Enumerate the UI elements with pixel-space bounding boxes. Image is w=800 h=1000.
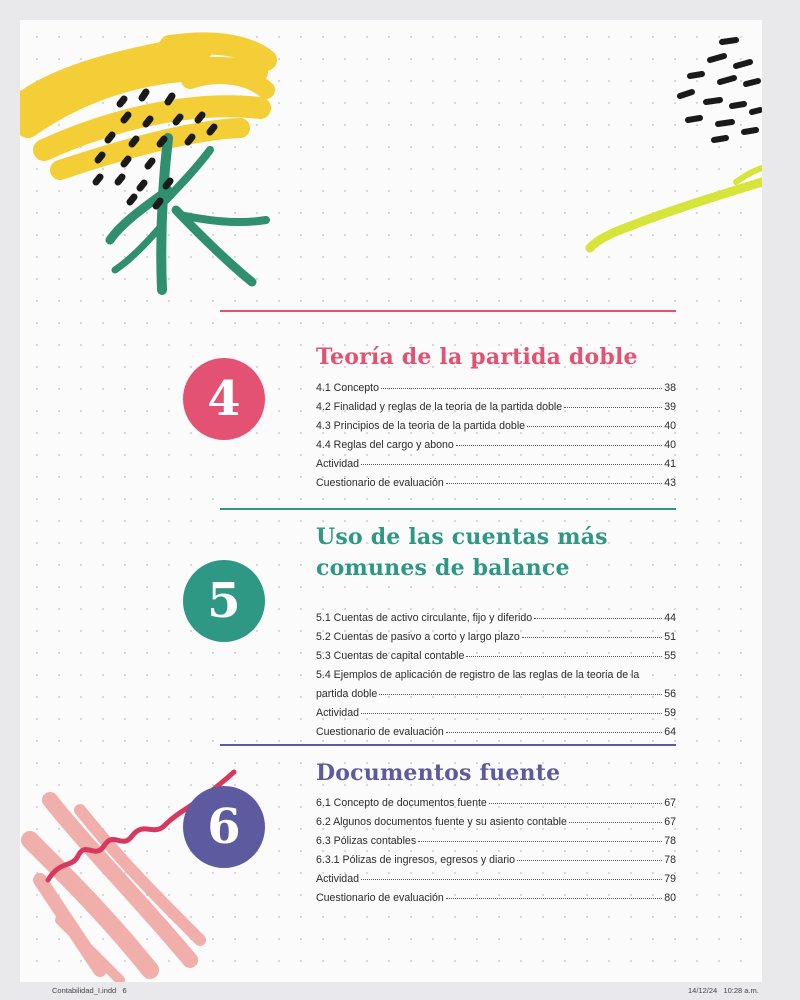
- toc-entry-page: 79: [664, 873, 676, 885]
- toc-entry-label: 5.1 Cuentas de activo circulante, fijo y diferido: [316, 612, 533, 624]
- toc-entry-label: 6.2 Algunos documentos fuente y su asiento contable: [316, 816, 567, 828]
- toc-entry-page: 67: [664, 816, 676, 828]
- unit-4-title-line: Teoría de la partida doble: [316, 344, 638, 370]
- unit-4-number-badge: 4: [183, 358, 265, 440]
- toc-entry[interactable]: [316, 832, 676, 851]
- toc-entry[interactable]: [316, 889, 676, 908]
- toc-entry-label: 6.3.1 Pólizas de ingresos, egresos y diario: [316, 854, 516, 866]
- toc-entry-label: 4.3 Principios de la teoria de la partida doble: [316, 420, 526, 432]
- unit-4-title: [316, 342, 676, 373]
- toc-entry[interactable]: [316, 666, 676, 704]
- toc-entry[interactable]: [316, 436, 676, 455]
- toc-entry-label: 6.3 Pólizas contables: [316, 835, 417, 847]
- dot-leader: [564, 407, 662, 408]
- dot-leader: [522, 637, 662, 638]
- yellow-brush-stroke: [22, 43, 266, 170]
- unit-5-title: [316, 522, 676, 584]
- footer-date-slug: 14/12/24 10:28 a.m.: [688, 986, 759, 995]
- toc-entry-page: 51: [664, 631, 676, 643]
- toc-entry-page: 44: [664, 612, 676, 624]
- lime-brush-stroke: [590, 168, 762, 248]
- toc-entry-page: 67: [664, 797, 676, 809]
- dot-leader: [527, 426, 662, 427]
- toc-entry-label: 4.2 Finalidad y reglas de la teoria de la partida doble: [316, 401, 563, 413]
- toc-entry[interactable]: [316, 379, 676, 398]
- toc-entry-label-line-1: 5.4 Ejemplos de aplicación de registro de las reglas de la teoria de la: [316, 669, 640, 681]
- toc-entry[interactable]: [316, 398, 676, 417]
- dot-leader: [489, 803, 662, 804]
- document-page: [20, 20, 762, 982]
- toc-entry-page: 55: [664, 650, 676, 662]
- dot-leader: [456, 445, 662, 446]
- dot-leader: [418, 841, 662, 842]
- unit-5-number-badge: 5: [183, 560, 265, 642]
- pink-brush-stroke: [30, 800, 200, 980]
- toc-entry[interactable]: [316, 628, 676, 647]
- dot-leader: [446, 732, 662, 733]
- unit-6-toc: [316, 794, 676, 908]
- toc-entry-page: 59: [664, 707, 676, 719]
- toc-entry[interactable]: [316, 813, 676, 832]
- unit-4-toc: [316, 379, 676, 493]
- dot-leader: [446, 898, 662, 899]
- toc-entry-label: 4.4 Reglas del cargo y abono: [316, 439, 454, 451]
- toc-entry-page: 40: [664, 420, 676, 432]
- toc-entry-page: 38: [664, 382, 676, 394]
- toc-entry[interactable]: [316, 455, 676, 474]
- green-brush-stroke: [110, 138, 266, 290]
- toc-entry-label: Cuestionario de evaluación: [316, 892, 444, 904]
- toc-entry-page: 39: [664, 401, 676, 413]
- unit-6-title: [316, 758, 676, 789]
- toc-entry[interactable]: [316, 723, 676, 742]
- toc-entry-page: 43: [664, 477, 676, 489]
- toc-entry[interactable]: [316, 474, 676, 493]
- footer-file-slug: Contabilidad_I.indd 6: [52, 986, 127, 995]
- dot-leader: [361, 879, 662, 880]
- unit-6-title-line: Documentos fuente: [316, 760, 561, 786]
- toc-entry[interactable]: [316, 417, 676, 436]
- dot-leader: [569, 822, 662, 823]
- toc-entry[interactable]: [316, 609, 676, 628]
- toc-entry[interactable]: [316, 870, 676, 889]
- toc-entry-page: 40: [664, 439, 676, 451]
- dot-leader: [446, 483, 662, 484]
- dot-leader: [466, 656, 662, 657]
- unit-5-rule: [220, 508, 676, 510]
- toc-entry-page: 80: [664, 892, 676, 904]
- toc-entry-label: Actividad: [316, 873, 359, 885]
- toc-entry-label: 4.1 Concepto: [316, 382, 380, 394]
- dot-leader: [517, 860, 662, 861]
- toc-entry-label: 6.1 Concepto de documentos fuente: [316, 797, 487, 809]
- toc-entry[interactable]: [316, 704, 676, 723]
- unit-6-rule: [220, 744, 676, 746]
- black-dots-right: [680, 40, 760, 140]
- unit-6-number-badge: 6: [183, 786, 265, 868]
- toc-entry-label: Actividad: [316, 458, 359, 470]
- toc-entry-page: 41: [664, 458, 676, 470]
- dot-leader: [361, 464, 662, 465]
- unit-4-rule: [220, 310, 676, 312]
- unit-5-title-line-1: Uso de las cuentas más: [316, 524, 608, 550]
- toc-entry-page: 78: [664, 835, 676, 847]
- dot-leader: [379, 694, 662, 695]
- toc-entry-label: 5.2 Cuentas de pasivo a corto y largo plazo: [316, 631, 520, 643]
- dot-leader: [361, 713, 662, 714]
- toc-entry[interactable]: [316, 851, 676, 870]
- toc-entry-label-line-2: partida doble: [316, 688, 378, 700]
- unit-5-title-line-2: comunes de balance: [316, 555, 570, 581]
- toc-entry-label: Cuestionario de evaluación: [316, 726, 444, 738]
- toc-entry[interactable]: [316, 794, 676, 813]
- toc-entry-label: Actividad: [316, 707, 359, 719]
- unit-5-toc: [316, 609, 676, 742]
- toc-entry-page: 64: [664, 726, 676, 738]
- toc-entry-label: 5.3 Cuentas de capital contable: [316, 650, 465, 662]
- toc-entry-page: 56: [664, 688, 676, 700]
- dot-leader: [534, 618, 662, 619]
- dot-leader: [381, 388, 662, 389]
- toc-entry-page: 78: [664, 854, 676, 866]
- toc-entry-label: Cuestionario de evaluación: [316, 477, 444, 489]
- toc-entry[interactable]: [316, 647, 676, 666]
